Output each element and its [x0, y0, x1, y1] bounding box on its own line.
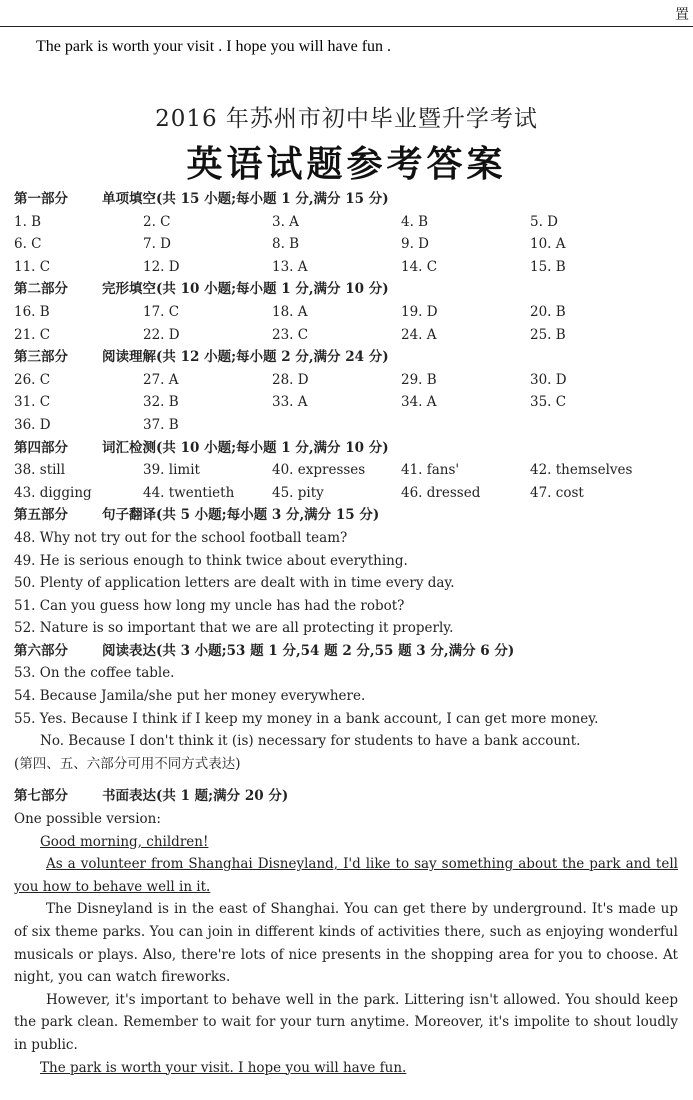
- part1-heading: 第一部分 单项填空(共 15 小题;每小题 1 分,满分 15 分): [14, 191, 389, 207]
- answer-cell: 42. themselves: [530, 462, 633, 479]
- answer-cell: 36. D: [14, 416, 51, 433]
- part6-heading: 第六部分 阅读表达(共 3 小题;53 题 1 分,54 题 2 分,55 题 3 分,满分 6 分): [14, 642, 515, 659]
- answer-cell: 12. D: [143, 258, 180, 275]
- answer-row: [14, 414, 678, 437]
- answer-cell: 44. twentieth: [143, 484, 235, 501]
- answer-cell: 33. A: [272, 394, 308, 411]
- essay-greeting: Good morning, children!: [40, 833, 209, 850]
- answer-cell: 31. C: [14, 394, 51, 411]
- answer-cell: 23. C: [272, 326, 309, 343]
- answer-cell: 19. D: [401, 303, 438, 320]
- answer-content: [14, 188, 678, 1079]
- essay-paragraph-1: As a volunteer from Shanghai Disneyland, I'd like to say something about the park and tell you how to behave well in it.: [14, 856, 678, 895]
- answer-cell: 41. fans': [401, 462, 460, 479]
- part2-heading: 第二部分 完形填空(共 10 小题;每小题 1 分,满分 10 分): [14, 281, 389, 298]
- answer-cell: 9. D: [401, 236, 429, 253]
- answer-row: [14, 369, 678, 392]
- essay: [14, 831, 678, 1080]
- answer-cell: 25. B: [530, 326, 566, 343]
- note: (第四、五、六部分可用不同方式表达): [14, 755, 241, 772]
- answer-cell: 34. A: [401, 394, 437, 411]
- answer-cell: 32. B: [143, 394, 179, 411]
- answer-cell: 10. A: [530, 236, 566, 253]
- translation-answer: 48. Why not try out for the school football team?: [14, 529, 348, 546]
- translation-answer: 52. Nature is so important that we are all protecting it properly.: [14, 620, 454, 637]
- translation-answer: 50. Plenty of application letters are dealt with in time every day.: [14, 575, 455, 592]
- essay-intro: One possible version:: [14, 811, 161, 828]
- reading-answer: 54. Because Jamila/she put her money everywhere.: [14, 688, 366, 705]
- answer-cell: 45. pity: [272, 484, 324, 501]
- answer-row: [14, 211, 678, 234]
- translation-answer: 51. Can you guess how long my uncle has had the robot?: [14, 597, 405, 614]
- answer-cell: 28. D: [272, 371, 309, 388]
- answer-cell: 18. A: [272, 303, 308, 320]
- answer-cell: 27. A: [143, 371, 179, 388]
- answer-cell: 11. C: [14, 258, 51, 275]
- answer-cell: 5. D: [530, 213, 558, 230]
- answer-cell: 15. B: [530, 258, 566, 275]
- answer-cell: 46. dressed: [401, 484, 481, 501]
- answer-cell: 47. cost: [530, 484, 584, 501]
- reading-answer: 53. On the coffee table.: [14, 665, 175, 682]
- answer-cell: 43. digging: [14, 484, 92, 501]
- answer-row: [14, 233, 678, 256]
- answer-cell: 20. B: [530, 303, 566, 320]
- answer-cell: 13. A: [272, 258, 308, 275]
- answer-cell: 37. B: [143, 416, 179, 433]
- part5-heading: 第五部分 句子翻译(共 5 小题;每小题 3 分,满分 15 分): [14, 507, 380, 524]
- answer-cell: 17. C: [143, 303, 180, 320]
- answer-row: [14, 256, 678, 279]
- answer-cell: 39. limit: [143, 462, 200, 479]
- answer-cell: 24. A: [401, 326, 437, 343]
- answer-cell: 21. C: [14, 326, 51, 343]
- answer-cell: 22. D: [143, 326, 180, 343]
- reading-answer-alt: No. Because I don't think it (is) necessary for students to have a bank account.: [40, 733, 581, 750]
- essay-paragraph-3: However, it's important to behave well in the park. Littering isn't allowed. You should keep the park clean. Remember to wait for your turn anytime. Moreover, it's impolite to shout loudly in public.: [14, 991, 678, 1053]
- translation-answer: 49. He is serious enough to think twice about everything.: [14, 552, 408, 569]
- answer-cell: 1. B: [14, 213, 42, 230]
- essay-closing: The park is worth your visit. I hope you will have fun.: [40, 1059, 407, 1076]
- corner-character: 置: [675, 7, 689, 23]
- answer-row: [14, 324, 678, 347]
- part4-heading: 第四部分 词汇检测(共 10 小题;每小题 1 分,满分 10 分): [14, 439, 389, 456]
- answer-cell: 3. A: [272, 213, 299, 230]
- answer-cell: 26. C: [14, 371, 51, 388]
- answer-cell: 14. C: [401, 258, 438, 275]
- answer-cell: 7. D: [143, 236, 171, 253]
- answer-cell: 4. B: [401, 213, 429, 230]
- essay-paragraph-2: The Disneyland is in the east of Shanghai. You can get there by underground. It's made up of six theme parks. You can join in different kinds of activities there, such as enjoying wonderful musicals or plays. Also, there're lots of nice presents in the shopping area for you to choose. At night, you can watch fireworks.: [14, 901, 678, 986]
- answer-cell: 30. D: [530, 371, 567, 388]
- answer-cell: 6. C: [14, 236, 42, 253]
- part3-heading: 第三部分 阅读理解(共 12 小题;每小题 2 分,满分 24 分): [14, 349, 389, 366]
- exam-title: 2016 年苏州市初中毕业暨升学考试: [155, 106, 538, 132]
- answer-cell: 40. expresses: [272, 462, 366, 479]
- answer-cell: 2. C: [143, 213, 171, 230]
- top-sentence: The park is worth your visit . I hope you will have fun .: [36, 38, 392, 55]
- answer-cell: 29. B: [401, 371, 437, 388]
- answer-row: [14, 459, 678, 482]
- answer-cell: 16. B: [14, 303, 50, 320]
- top-bar: [0, 0, 693, 27]
- answer-row: [14, 301, 678, 324]
- answer-cell: 35. C: [530, 394, 567, 411]
- answer-cell: 8. B: [272, 236, 300, 253]
- answer-cell: 38. still: [14, 462, 66, 479]
- answer-key-title: 英语试题参考答案: [186, 143, 507, 185]
- answer-row: [14, 391, 678, 414]
- part7-heading: 第七部分 书面表达(共 1 题;满分 20 分): [14, 788, 289, 805]
- answer-row: [14, 482, 678, 505]
- reading-answer: 55. Yes. Because I think if I keep my money in a bank account, I can get more money.: [14, 710, 599, 727]
